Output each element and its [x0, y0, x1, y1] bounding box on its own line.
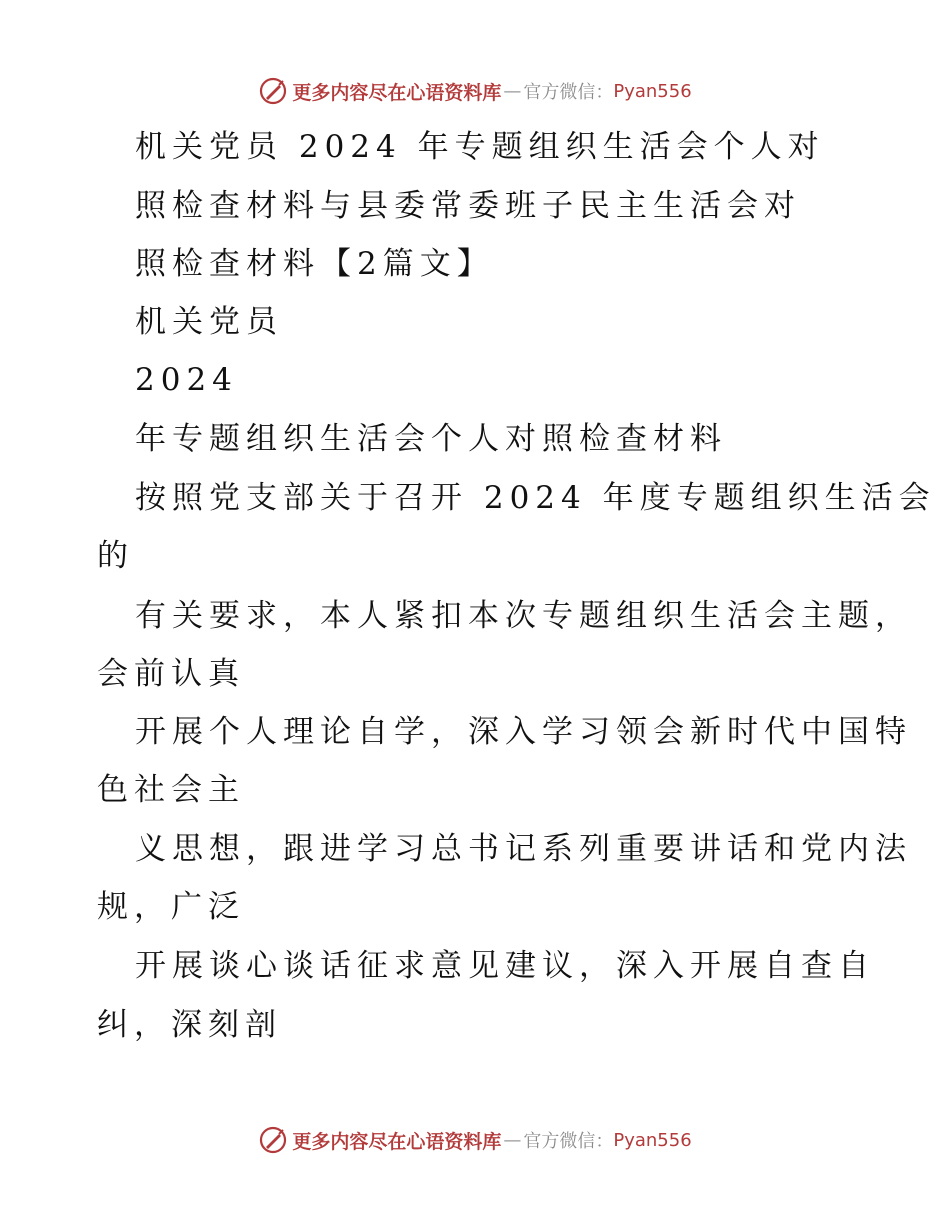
title-line-3: 照检查材料【2篇文】: [135, 246, 494, 282]
header-brand-text: 更多内容尽在心语资料库: [292, 81, 502, 104]
footer-wechat-label: 官方微信：: [523, 1131, 614, 1152]
body-line-1: 按照党支部关于召开 2024 年度专题组织生活会: [135, 480, 936, 516]
body-line-3: 有关要求，本人紧扣本次专题组织生活会主题，: [135, 598, 912, 634]
header-wechat-id: Pyan556: [613, 80, 692, 102]
quill-pen-logo-icon: [258, 76, 288, 106]
body-line-10: 纠，深刻剖: [97, 1007, 282, 1043]
body-line-2: 的: [97, 538, 134, 574]
body-line-9: 开展谈心谈话征求意见建议，深入开展自查自: [135, 948, 875, 984]
header-dash: —: [503, 80, 522, 102]
sub-heading-2: 2024: [135, 362, 238, 398]
header-wechat-label: 官方微信：: [523, 82, 614, 103]
sub-heading-1: 机关党员: [135, 304, 283, 340]
body-line-7: 义思想，跟进学习总书记系列重要讲话和党内法: [135, 831, 912, 867]
header-banner: [0, 71, 950, 111]
body-line-6: 色社会主: [97, 772, 245, 808]
footer-dash: —: [503, 1129, 522, 1151]
footer-wechat-id: Pyan556: [613, 1129, 692, 1151]
title-line-2: 照检查材料与县委常委班子民主生活会对: [135, 188, 801, 224]
sub-heading-3: 年专题组织生活会个人对照检查材料: [135, 421, 727, 457]
body-line-5: 开展个人理论自学，深入学习领会新时代中国特: [135, 714, 912, 750]
body-line-4: 会前认真: [97, 656, 245, 692]
footer-brand-text: 更多内容尽在心语资料库: [292, 1130, 502, 1153]
title-line-1: 机关党员 2024 年专题组织生活会个人对: [135, 129, 825, 165]
quill-pen-logo-icon: [258, 1125, 288, 1155]
footer-banner: [0, 1120, 950, 1160]
body-line-8: 规，广泛: [97, 889, 245, 925]
